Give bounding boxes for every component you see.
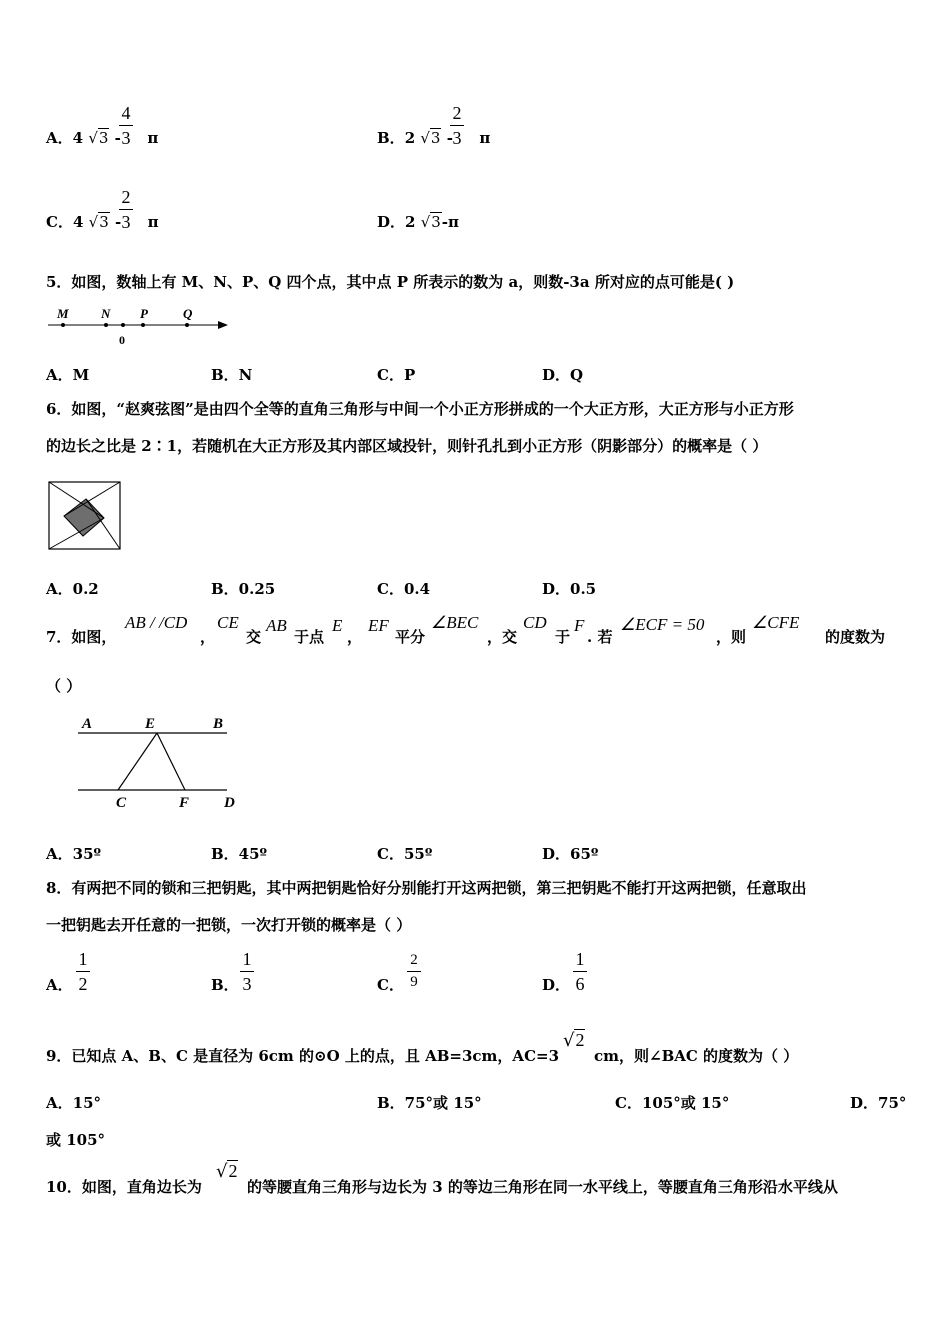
q6-stem-line2: 的边长之比是 2∶1，若随机在大正方形及其内部区域投针，则针孔扎到小正方形（阴影部分）的概率是（ ） — [46, 437, 768, 455]
q8-option-a[interactable]: A． — [46, 976, 73, 994]
q4-a-fraction: 4 3 — [119, 102, 133, 149]
q5-option-d[interactable]: D．Q — [542, 366, 584, 384]
q8-option-d[interactable]: D． — [542, 976, 571, 994]
q7-math-ef: EF — [368, 616, 389, 635]
q8-option-b[interactable]: B． — [211, 976, 239, 994]
q5-option-b[interactable]: B．N — [211, 366, 253, 384]
label-d: D — [224, 795, 235, 811]
q9-option-a[interactable]: A．15° — [46, 1094, 102, 1112]
point-m — [61, 323, 65, 327]
q6-stem-line1: 6．如图，“赵爽弦图”是由四个全等的直角三角形与中间一个小正方形拼成的一个大正方形，大正方形与小正方形 — [46, 400, 794, 418]
q6-option-c[interactable]: C．0.4 — [377, 580, 431, 598]
q8-b-fraction: 1 3 — [240, 948, 254, 995]
point-p — [141, 323, 145, 327]
q7-text-dushu: 的度数为 — [825, 628, 886, 646]
point-zero — [121, 323, 125, 327]
q8-stem-line2: 一把钥匙去开任意的一把锁，一次打开锁的概率是（ ） — [46, 916, 412, 934]
q7-math-angle-bec: ∠BEC — [431, 613, 479, 632]
q9-option-b[interactable]: B．75°或 15° — [377, 1094, 482, 1112]
label-p: P — [140, 306, 148, 321]
point-n — [104, 323, 108, 327]
label-e: E — [145, 716, 156, 732]
point-q — [185, 323, 189, 327]
q9-stem-b: cm，则∠BAC 的度数为（ ） — [594, 1047, 799, 1065]
q7-math-cd: CD — [523, 613, 547, 632]
q10-sqrt: √2 — [216, 1161, 238, 1182]
q7-comma: ， — [200, 628, 216, 646]
q7-option-d[interactable]: D．65º — [542, 845, 599, 863]
q7-option-c[interactable]: C．55º — [377, 845, 433, 863]
segment-ef — [157, 733, 185, 790]
q5-option-a[interactable]: A．M — [46, 366, 90, 384]
q7-comma-2: ， — [347, 628, 363, 646]
label-c: C — [116, 795, 127, 811]
q8-a-fraction: 1 2 — [76, 948, 90, 995]
label-b: B — [213, 716, 224, 732]
q7-math-ce: CE — [217, 613, 239, 632]
q9-option-d[interactable]: D．75° — [850, 1094, 907, 1112]
sqrt-symbol-icon: √ — [420, 129, 430, 147]
q4-option-b[interactable]: B．2 √3 - π — [377, 129, 491, 147]
q7-math-f: F — [574, 616, 585, 635]
sqrt-symbol-icon: √ — [88, 213, 99, 231]
q6-zhaoshuang-diagram — [48, 481, 122, 551]
q6-option-d[interactable]: D．0.5 — [542, 580, 597, 598]
q6-option-a[interactable]: A．0.2 — [46, 580, 99, 598]
q7-text-pingfen: 平分 — [395, 628, 426, 646]
q4-option-a[interactable]: A．4 √3 - π — [46, 129, 159, 147]
q8-stem-line1: 8．有两把不同的锁和三把钥匙，其中两把钥匙恰好分别能打开这两把锁，第三把钥匙不能打开这两把锁，任意取出 — [46, 879, 807, 897]
q10-stem-b: 的等腰直角三角形与边长为 3 的等边三角形在同一水平线上，等腰直角三角形沿水平线从 — [247, 1178, 838, 1196]
q4-b-fraction: 2 3 — [450, 102, 464, 149]
label-q: Q — [183, 306, 193, 321]
q9-option-c[interactable]: C．105°或 15° — [615, 1094, 730, 1112]
label-f: F — [179, 795, 190, 811]
q7-text-yu: 于 — [555, 628, 571, 646]
q6-option-b[interactable]: B．0.25 — [211, 580, 276, 598]
q7-math-ab-parallel-cd: AB / /CD — [125, 613, 188, 632]
q7-math-angle-ecf: ∠ECF = 50 — [620, 615, 705, 634]
q8-d-fraction: 1 6 — [573, 948, 587, 995]
q7-answer-paren: （ ） — [46, 677, 82, 695]
q7-option-b[interactable]: B．45º — [211, 845, 268, 863]
sqrt-symbol-icon: √ — [420, 213, 431, 231]
q7-math-angle-cfe: ∠CFE — [752, 613, 800, 632]
label-a: A — [82, 716, 93, 732]
segment-ce — [118, 733, 157, 790]
q4-c-fraction: 2 3 — [119, 186, 133, 233]
q7-text-ruo: . 若 — [587, 628, 613, 646]
sqrt-symbol-icon: √ — [563, 1030, 575, 1051]
q7-text-jiao: 交 — [246, 628, 262, 646]
q7-math-e: E — [332, 616, 343, 635]
q5-number-line — [46, 304, 236, 348]
q9-stem-a: 9．已知点 A、B、C 是直径为 6cm 的⊙O 上的点，且 AB=3cm，AC=3 — [46, 1047, 560, 1065]
q5-stem: 5．如图，数轴上有 M、N、P、Q 四个点，其中点 P 所表示的数为 a，则数-3a 所对应的点可能是( ) — [46, 273, 735, 291]
q5-option-c[interactable]: C．P — [377, 366, 416, 384]
q7-math-ab: AB — [266, 616, 287, 635]
label-m: M — [57, 306, 69, 321]
q10-stem-a: 10．如图，直角边长为 — [46, 1178, 202, 1196]
q4-option-c[interactable]: C．4 √3 - π — [46, 213, 159, 231]
q7-text-jiao2: ，交 — [487, 628, 518, 646]
q9-sqrt: √2 — [563, 1030, 585, 1051]
q9-option-d-wrap: 或 105° — [46, 1131, 106, 1149]
q4-option-d[interactable]: D．2 √3-π — [377, 213, 460, 231]
q8-c-fraction: 2 9 — [407, 951, 421, 992]
sqrt-symbol-icon: √ — [88, 129, 98, 147]
label-zero: 0 — [119, 333, 125, 347]
q7-text-ze: ，则 — [716, 628, 747, 646]
q7-prefix: 7．如图， — [46, 628, 117, 646]
q7-text-yudian: 于点 — [294, 628, 325, 646]
sqrt-symbol-icon: √ — [216, 1161, 228, 1182]
q7-diagram — [74, 712, 244, 812]
label-n: N — [101, 306, 111, 321]
arrow-right-icon — [218, 321, 228, 329]
q7-option-a[interactable]: A．35º — [46, 845, 102, 863]
q8-option-c[interactable]: C． — [377, 976, 404, 994]
